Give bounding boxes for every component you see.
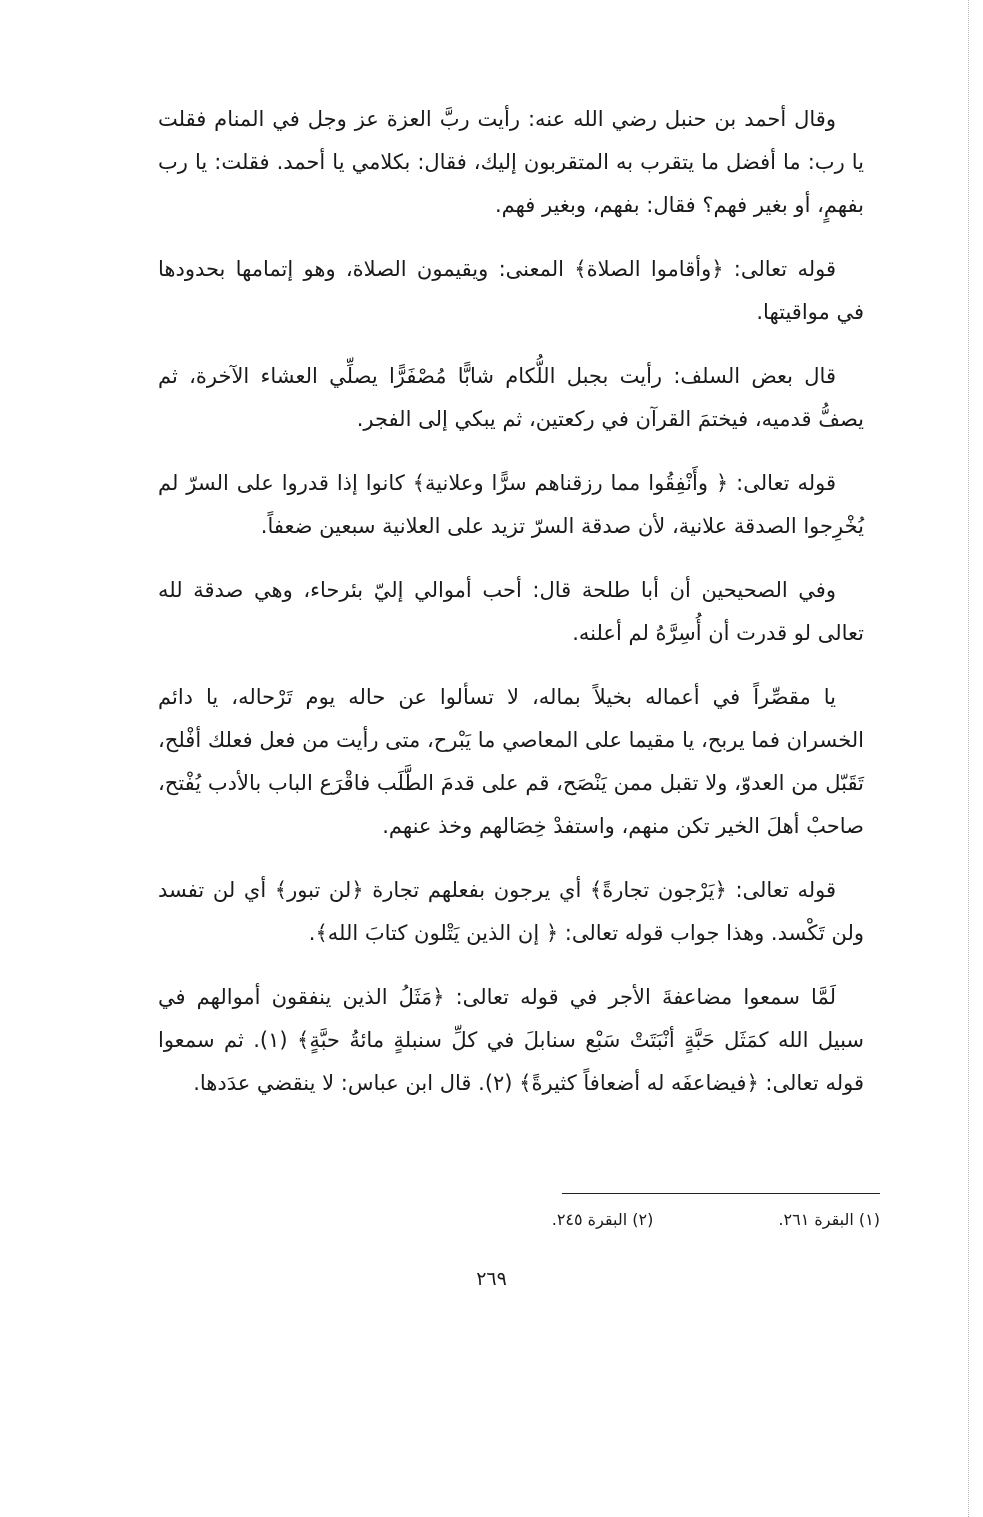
paragraph: قال بعض السلف: رأيت بجبل اللُّكام شابًّا مُصْفَرًّا يصلِّي العشاء الآخرة، ثم يصفُّ قدميه، فيختمَ القرآن في ركعتين، ثم يبكي إلى الفجر. bbox=[158, 364, 864, 431]
paragraph: قوله تعالى: ﴿يَرْجون تجارةً﴾ أي يرجون بفعلهم تجارة ﴿لن تبور﴾ أي لن تفسد ولن تَكْسد. وهذا جواب قوله تعالى: ﴿ إن الذين يَتْلون كتابَ الله﴾. bbox=[158, 878, 864, 945]
paragraph: قوله تعالى: ﴿ وأَنْفِقُوا مما رزقناهم سرًّا وعلانية﴾ كانوا إذا قدروا على السرّ لم يُخْرِجوا الصدقة علانية، لأن صدقة السرّ تزيد على العلانية سبعين ضعفاً. bbox=[158, 471, 864, 538]
paragraph: قوله تعالى: ﴿وأقاموا الصلاة﴾ المعنى: ويقيمون الصلاة، وهو إتمامها بحدودها في مواقيتها. bbox=[158, 257, 864, 324]
paragraph: لَمَّا سمعوا مضاعفةَ الأجر في قوله تعالى: ﴿مَثَلُ الذين ينفقون أموالهم في سبيل الله كمَثَل حَبَّةٍ أنْبَتَتْ سَبْع سنابلَ في كلِّ سنبلةٍ مائةُ حبَّةٍ﴾ (١). ثم سمعوا قوله تعالى: ﴿فيضاعفَه له أضعافاً كثيرةً﴾ (٢). قال ابن عباس: لا ينقضي عدَدها. bbox=[158, 985, 865, 1095]
page-number: ٢٦٩ bbox=[476, 1268, 507, 1290]
paragraph: وقال أحمد بن حنبل رضي الله عنه: رأيت ربَّ العزة عز وجل في المنام فقلت يا رب: ما أفضل ما يتقرب به المتقربون إليك، فقال: بكلامي يا أحمد. فقلت: يا رب بفهمٍ، أو بغير فهم؟ فقال: بفهم، وبغير فهم. bbox=[158, 107, 864, 217]
paragraph: وفي الصحيحين أن أبا طلحة قال: أحب أموالي إليّ بئرحاء، وهي صدقة لله تعالى لو قدرت أن أُسِرَّهُ لم أعلنه. bbox=[158, 578, 864, 645]
paragraph: يا مقصِّراً في أعماله بخيلاً بماله، لا تسألوا عن حاله يوم تَرْحاله، يا دائم الخسران فما يربح، يا مقيما على المعاصي ما يَبْرح، متى رأيت من فعل فعلك أفْلح، تَقَبّل من العدوّ، ولا تقبل ممن يَنْصَح، قم على قدمَ الطَّلَب فاقْرَع الباب بالأدب يُفْتح، صاحبْ أهلَ الخير تكن منهم، واستفدْ خِصَالهم وخذ عنهم. bbox=[158, 685, 864, 838]
footnote-1: (١) البقرة ٢٦١. bbox=[778, 1210, 880, 1229]
footnote-separator bbox=[562, 1193, 880, 1194]
page-body bbox=[158, 98, 864, 1126]
footnotes bbox=[300, 1206, 880, 1234]
footnote-2: (٢) البقرة ٢٤٥. bbox=[551, 1210, 654, 1229]
